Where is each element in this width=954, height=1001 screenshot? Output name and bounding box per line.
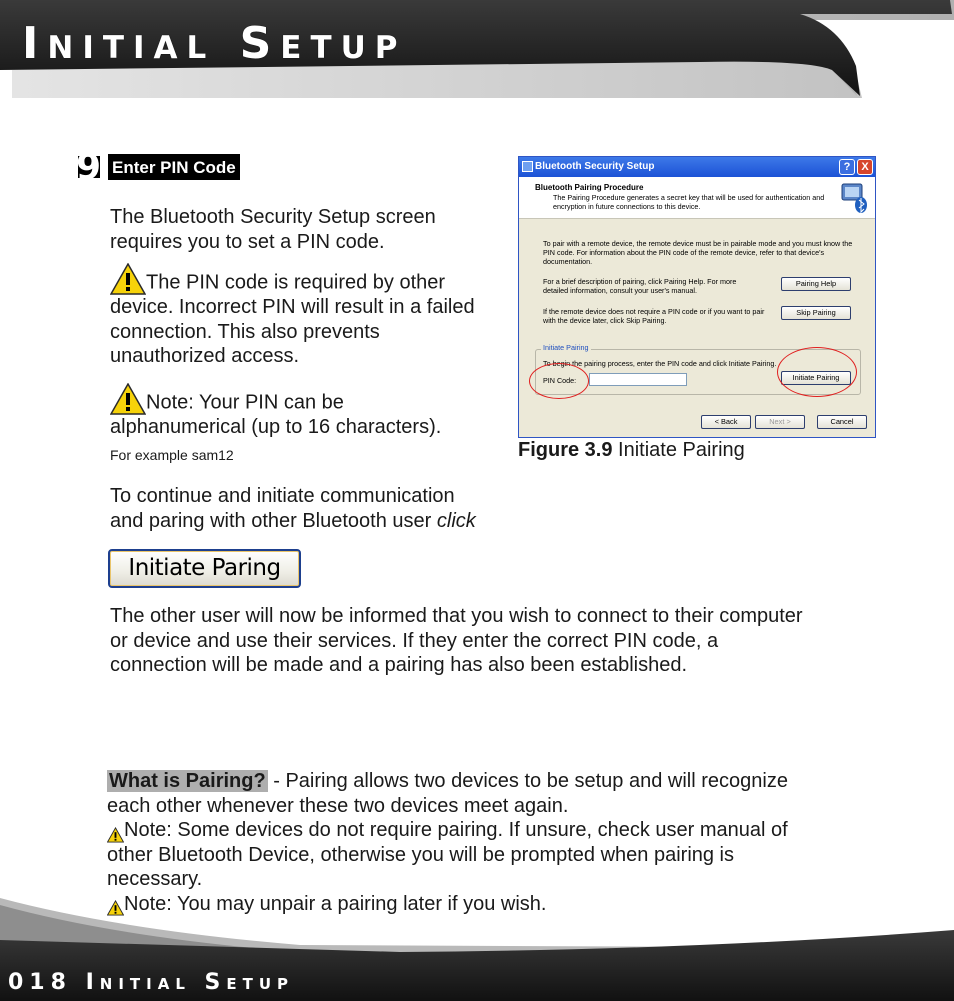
warning-icon [110,383,146,415]
bluetooth-window-icon [522,161,533,172]
pairing-help-button[interactable]: Pairing Help [781,277,851,291]
note-line: alphanumerical (up to 16 characters). [110,416,442,438]
intro-line: The Bluetooth Security Setup screen [110,206,436,228]
after-pairing-paragraph [110,604,803,678]
pin-highlight-circle [529,363,589,399]
step-number [76,147,102,188]
continue-line: and paring with other Bluetooth user [110,509,437,532]
skip-pairing-button[interactable]: Skip Pairing [781,306,851,320]
note-line: Note: Your PIN can be [146,391,344,414]
continue-line: To continue and initiate communication [110,485,455,507]
note-line: unauthorized access. [110,345,300,367]
pin-example: For example sam12 [110,447,234,463]
after-line: The other user will now be informed that you wish to connect to their computer [110,605,803,627]
note-line: The PIN code is required by other [146,271,446,294]
page-footer-label: 018 Initial Setup [8,970,295,995]
bluetooth-computer-icon [839,181,869,215]
continue-paragraph [110,484,476,533]
help-button[interactable]: ? [839,159,855,175]
pin-format-note [110,383,441,440]
page-header-title: Initial Setup [22,18,407,69]
pin-code-input[interactable] [589,373,687,386]
procedure-subtitle: The Pairing Procedure generates a secret key that will be used for authentication and encryption in future connections to this device. [553,193,825,211]
after-line: or device and use their services. If they enter the correct PIN code, a [110,629,719,652]
pairing-note-line: other Bluetooth Device, otherwise you will be prompted when pairing is [107,843,735,866]
initiate-pairing-button[interactable]: Initiate Pairing [781,371,851,385]
note-line: device. Incorrect PIN will result in a failed [110,296,475,318]
bluetooth-security-setup-window [518,156,876,438]
pin-code-label: PIN Code: [543,376,577,385]
initiate-paring-button[interactable]: Initiate Paring [108,549,301,588]
window-title: Bluetooth Security Setup [535,161,655,172]
pairing-note-line: Note: You may unpair a pairing later if you wish. [124,892,547,915]
pairing-info-text: To pair with a remote device, the remote device must be in pairable mode and you must know the PIN code. For information about the PIN code of the remote device, refer to that device's documentation. [543,239,853,266]
intro-paragraph [110,205,436,254]
window-header [519,177,875,219]
close-button[interactable]: X [857,159,873,175]
step-title: Enter PIN Code [108,154,240,180]
pairing-note-line: Note: Some devices do not require pairing. If unsure, check user manual of [124,819,788,841]
intro-line: requires you to set a PIN code. [110,230,385,253]
group-label: Initiate Pairing [543,343,589,352]
what-is-pairing-label: What is Pairing? [109,770,266,792]
group-instruction: To begin the pairing process, enter the PIN code and click Initiate Pairing. [543,359,777,368]
initiate-highlight-circle [777,347,857,397]
back-button[interactable]: < Back [701,415,751,429]
what-is-pairing-section [107,769,867,916]
pairing-line: each other whenever these two devices meet again. [107,794,569,817]
warning-icon [110,263,146,295]
warning-icon [107,827,124,843]
pairing-line: - Pairing allows two devices to be setup and will recognize [267,770,788,792]
pin-required-note [110,263,475,369]
figure-number: Figure 3.9 [518,439,613,461]
click-word: click [436,509,476,532]
note-line: connection. This also prevents [110,320,380,343]
cancel-button[interactable]: Cancel [817,415,867,429]
skip-pairing-text: If the remote device does not require a PIN code or if you want to pair with the device later, click Skip Pairing. [543,307,765,325]
figure-caption [518,438,745,462]
step-number-text: 9 [76,147,102,188]
pairing-note-line: necessary. [107,868,203,890]
procedure-title: Bluetooth Pairing Procedure [535,183,644,192]
pairing-help-text: For a brief description of pairing, click Pairing Help. For more detailed information, consult your user's manual. [543,277,737,295]
window-title-bar [519,157,875,177]
warning-icon [107,900,124,916]
after-line: connection will be made and a pairing has also been established. [110,654,688,676]
figure-title: Initiate Pairing [612,439,745,461]
next-button[interactable]: Next > [755,415,805,429]
